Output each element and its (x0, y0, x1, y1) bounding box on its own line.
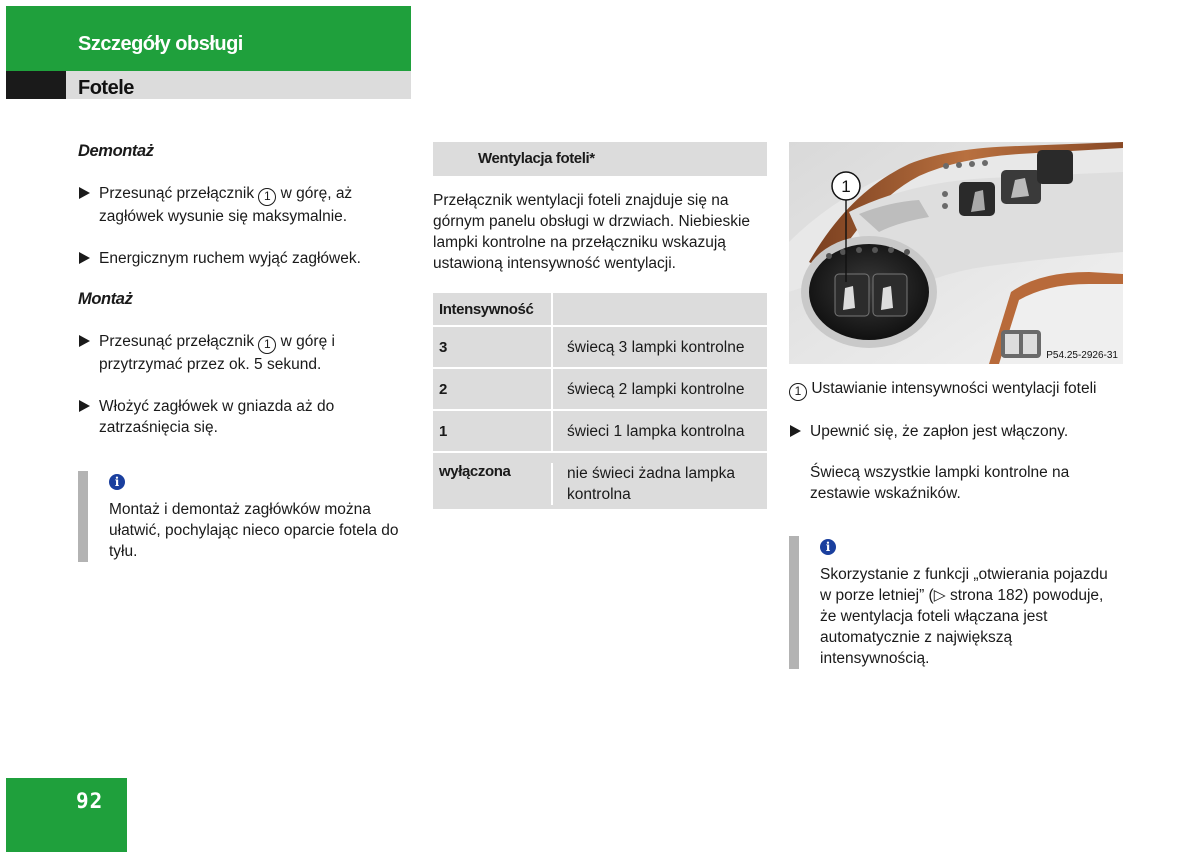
callout-number: 1 (258, 188, 276, 206)
table-header-cell (551, 293, 767, 325)
column-right (789, 142, 1123, 669)
section-title: Szczegóły obsługi (78, 33, 243, 55)
ventilation-heading: Wentylacja foteli* (433, 142, 767, 176)
bullet-triangle-icon (790, 425, 801, 437)
info-box-summer-opening (789, 536, 1123, 669)
montaz-step-1: Przesunąć przełącznik 1 w górę i przytrzymać przez ok. 5 sekund. (78, 331, 412, 375)
montaz-heading: Montaż (78, 290, 133, 308)
info-icon: i (820, 539, 836, 555)
table-row (433, 453, 767, 509)
column-left (78, 142, 412, 562)
subsection-title: Fotele (78, 77, 134, 99)
table-cell-desc: nie świeci żadna lampka kontrolna (551, 463, 767, 505)
info-text: Skorzystanie z funkcji „otwierania pojazdu w porze letniej” (▷ strona 182) powoduje, że wentylacja foteli włączana jest automatycznie z największą intensywnością. (820, 566, 1108, 667)
table-cell-level: 3 (439, 338, 447, 356)
door-panel-photo (789, 142, 1123, 364)
photo-callout: 1 (841, 177, 851, 196)
demontaz-step-1: Przesunąć przełącznik 1 w górę, aż zagłówek wysunie się maksymalnie. (78, 183, 412, 227)
montaz-step-2: Włożyć zagłówek w gniazda aż do zatrzaśnięcia się. (78, 396, 412, 438)
step-result: Świecą wszystkie lampki kontrolne na zestawie wskaźników. (810, 464, 1070, 502)
table-cell-level: wyłączona (439, 463, 511, 480)
page-number-box (6, 778, 127, 852)
table-cell-level: 2 (439, 380, 447, 398)
info-box-headrest (78, 471, 412, 562)
bullet-triangle-icon (79, 400, 90, 412)
intensity-table (433, 293, 767, 509)
table-header-row (433, 293, 767, 327)
table-cell-level: 1 (439, 422, 447, 440)
photo-code: P54.25-2926-31 (1046, 350, 1118, 361)
ignition-step: Upewnić się, że zapłon jest włączony. (789, 421, 1123, 442)
demontaz-heading: Demontaż (78, 142, 154, 160)
callout-number: 1 (258, 336, 276, 354)
table-header-cell: Intensywność (439, 300, 534, 318)
demontaz-step-2: Energicznym ruchem wyjąć zagłówek. (78, 248, 412, 269)
table-row (433, 369, 767, 411)
table-row (433, 327, 767, 369)
ventilation-paragraph: Przełącznik wentylacji foteli znajduje się na górnym panelu obsługi w drzwiach. Niebieskie lampki kontrolne na przełączniku wskazują ustawioną intensywność wentylacji. (433, 192, 751, 272)
table-cell-desc: świecą 3 lampki kontrolne (551, 327, 767, 367)
info-text: Montaż i demontaż zagłówków można ułatwić, pochylając nieco oparcie fotela do tyłu. (109, 501, 399, 560)
page-number: 92 (76, 789, 104, 813)
table-cell-desc: świecą 2 lampki kontrolne (551, 369, 767, 409)
header-marker (6, 71, 66, 99)
bullet-triangle-icon (79, 187, 90, 199)
page-ref-arrow-icon: ▷ (933, 587, 946, 604)
bullet-triangle-icon (79, 252, 90, 264)
table-row (433, 411, 767, 453)
info-icon: i (109, 474, 125, 490)
photo-caption: 1 Ustawianie intensywności wentylacji foteli (789, 378, 1123, 401)
table-cell-desc: świeci 1 lampka kontrolna (551, 411, 767, 451)
column-middle (433, 142, 767, 509)
bullet-triangle-icon (79, 335, 90, 347)
callout-number: 1 (789, 383, 807, 401)
